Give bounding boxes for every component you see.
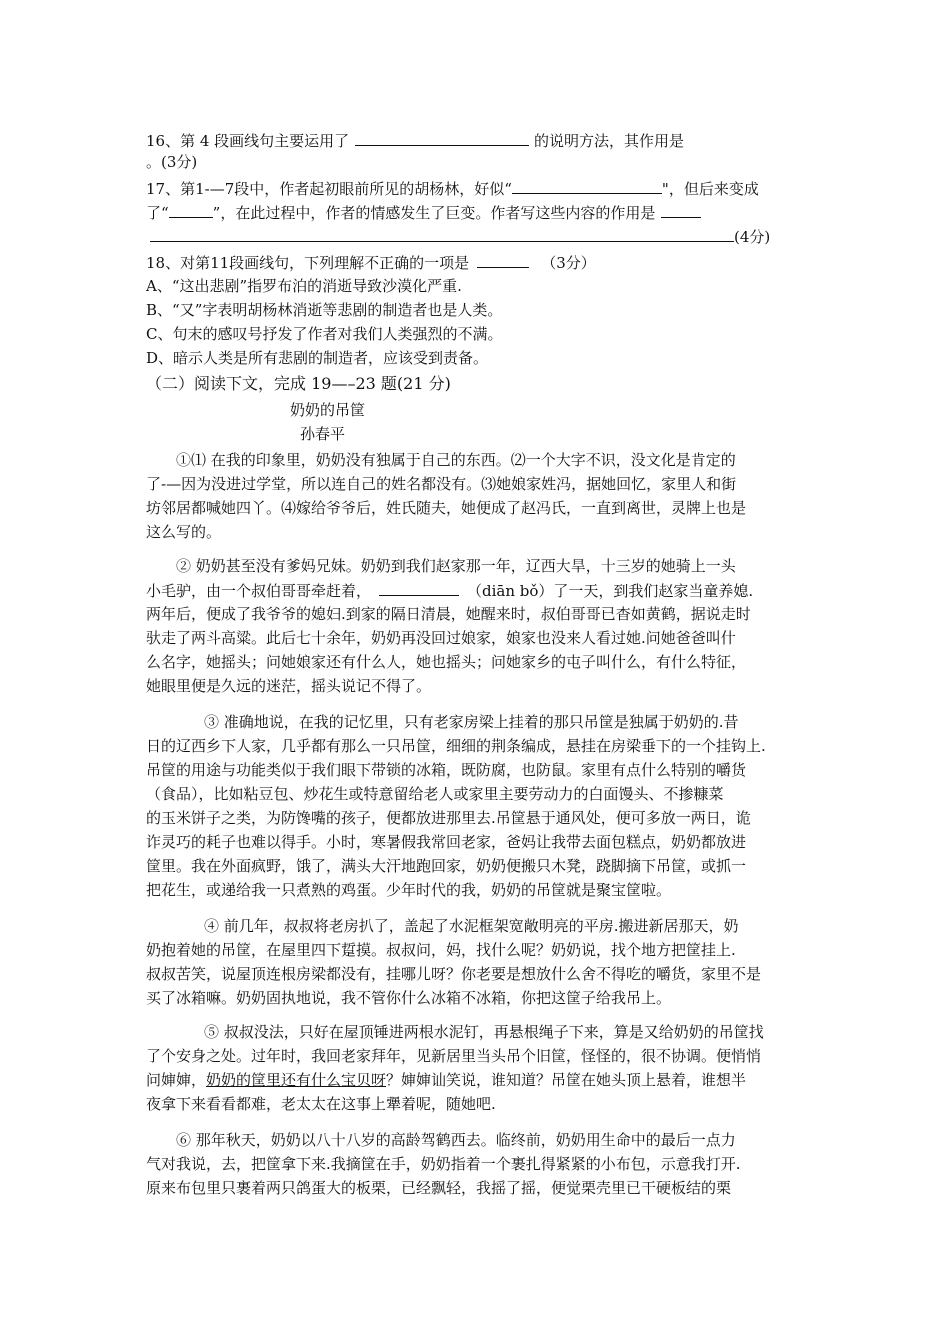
section-header: （二）阅读下文，完成 19—–23 题(21 分)	[146, 374, 451, 393]
text-line: 问婶婶，奶奶的筐里还有什么宝贝呀？婶婶讪笑说，谁知道？吊筐在她头顶上悬着，谁想半	[146, 1071, 747, 1089]
text-line: ⑤ 叔叔没法，只好在屋顶锤进两根水泥钉，再悬根绳子下来，算是又给奶奶的吊筐找	[204, 1023, 764, 1041]
q18-stem: 18、对第11段画线句，下列理解不正确的一项是 （3分）	[146, 254, 596, 272]
text-line: 小毛驴，由一个叔伯哥哥牵赶着， （diān bǒ）了一天，到我们赵家当童养媳.	[146, 582, 754, 600]
q17-line3: (4分)	[150, 226, 770, 247]
text-line: 坊邻居都喊她四丫。⑷嫁给爷爷后，姓氏随夫，她便成了赵冯氏，一直到离世，灵牌上也是	[146, 499, 747, 517]
text-line: 的玉米饼子之类，为防馋嘴的孩子，便都放进那里去.吊筐悬于通风处，便可多放一两日，诡	[146, 809, 751, 827]
q18-option-a: A、“这出悲剧”指罗布泊的消逝导致沙漠化严重.	[146, 277, 462, 295]
answer-blank[interactable]	[169, 202, 213, 218]
text-line: 这么写的。	[146, 523, 222, 541]
text-line: 两年后，便成了我爷爷的媳妇.到家的隔日清晨，她醒来时，叔伯哥哥已杳如黄鹤，据说走时	[146, 605, 751, 623]
text-line: 吊筐的用途与功能类似于我们眼下带锁的冰箱，既防腐，也防鼠。家里有点什么特别的嚼货	[146, 761, 747, 779]
q16-line1: 16、第 4 段画线句主要运用了 的说明方法，其作用是	[146, 132, 684, 150]
text-line: 么名字，她摇头；问她娘家还有什么人，她也摇头；问她家乡的屯子叫什么，有什么特征，	[146, 653, 747, 671]
text-line: ③ 准确地说，在我的记忆里，只有老家房梁上挂着的那只吊筐是独属于奶奶的.昔	[204, 713, 739, 731]
text-line: ② 奶奶甚至没有爹妈兄妹。奶奶到我们赵家那一年，辽西大旱，十三岁的她骑上一头	[176, 557, 736, 575]
text-line: 原来布包里只裹着两只鸽蛋大的板栗，已经飘轻，我摇了摇，便觉栗壳里已干硬板结的栗	[146, 1179, 732, 1197]
text-line: 驮走了两斗高粱。此后七十余年，奶奶再没回过娘家，娘家也没来人看过她.问她爸爸叫什	[146, 629, 736, 647]
q18-option-c: C、句末的感叹号抒发了作者对我们人类强烈的不满。	[146, 325, 503, 343]
q18-option-b: B、“又”字表明胡杨林消逝等悲剧的制造者也是人类。	[146, 301, 503, 319]
text-line: 了个安身之处。过年时，我回老家拜年，见新居里当头吊个旧筐，怪怪的，很不协调。便悄悄	[146, 1047, 762, 1065]
text-line: ①⑴ 在我的印象里，奶奶没有独属于自己的东西。⑵一个大字不识，没文化是肯定的	[176, 451, 736, 469]
text-line: ④ 前几年，叔叔将老房扒了，盖起了水泥框架宽敞明亮的平房.搬进新居那天，奶	[204, 917, 739, 935]
article-author: 孙春平	[300, 425, 346, 443]
text-line: 买了冰箱嘛。奶奶固执地说，我不管你什么冰箱不冰箱，你把这筐子给我吊上。	[146, 989, 672, 1007]
q18-option-d: D、暗示人类是所有悲剧的制造者，应该受到责备。	[146, 349, 489, 367]
answer-blank[interactable]	[379, 580, 459, 596]
answer-blank[interactable]	[150, 226, 734, 242]
text-line: 了-—因为没进过学堂，所以连自己的姓名都没有。⑶她娘家姓冯，据她回忆，家里人和街	[146, 475, 737, 493]
text-line: ⑥ 那年秋天，奶奶以八十八岁的高龄驾鹤西去。临终前，奶奶用生命中的最后一点力	[176, 1131, 736, 1149]
text-line: 筐里。我在外面疯野，饿了，满头大汗地跑回家，奶奶便搬只木凳，跷脚摘下吊筐，或抓一	[146, 857, 747, 875]
q17-line1: 17、第1-—7段中，作者起初眼前所见的胡杨林，好似“ "，但后来变成	[146, 180, 759, 198]
text-line: 她眼里便是久远的迷茫，摇头说记不得了。	[146, 677, 432, 695]
text-line: 气对我说，去，把筐拿下来.我摘筐在手，奶奶指着一个裹扎得紧紧的小布包，示意我打开.	[146, 1155, 741, 1173]
text-line: 叔叔苦笑，说屋顶连根房梁都没有，挂哪儿呀？你老要是想放什么舍不得吃的嚼货，家里不是	[146, 965, 762, 983]
text-line: （食品），比如粘豆包、炒花生或特意留给老人或家里主要劳动力的白面馒头、不掺糠菜	[146, 785, 724, 803]
answer-blank[interactable]	[512, 178, 662, 194]
q16-line2: 。(3分)	[146, 153, 198, 171]
text-line: 夜拿下来看看都难，老太太在这事上犟着呢，随她吧.	[146, 1095, 496, 1113]
text-line: 把花生，或递给我一只煮熟的鸡蛋。少年时代的我，奶奶的吊筐就是聚宝筐啦。	[146, 881, 672, 899]
answer-blank[interactable]	[477, 252, 529, 268]
article-title: 奶奶的吊筐	[290, 401, 366, 419]
answer-blank[interactable]	[661, 202, 701, 218]
answer-blank[interactable]	[355, 130, 529, 146]
q17-line2: 了“ ”，在此过程中，作者的情感发生了巨变。作者写这些内容的作用是	[146, 202, 701, 223]
underlined-sentence: 奶奶的筐里还有什么宝贝呀	[206, 1071, 387, 1089]
text-line: 奶抱着她的吊筐，在屋里四下踅摸。叔叔问，妈，找什么呢？奶奶说，找个地方把筐挂上.	[146, 941, 736, 959]
text-line: 诈灵巧的耗子也难以得手。小时，寒暑假我常回老家，爸妈让我带去面包糕点，奶奶都放进	[146, 833, 747, 851]
text-line: 日的辽西乡下人家，几乎都有那么一只吊筐，细细的荆条编成，悬挂在房梁垂下的一个挂钩上.	[146, 737, 766, 755]
